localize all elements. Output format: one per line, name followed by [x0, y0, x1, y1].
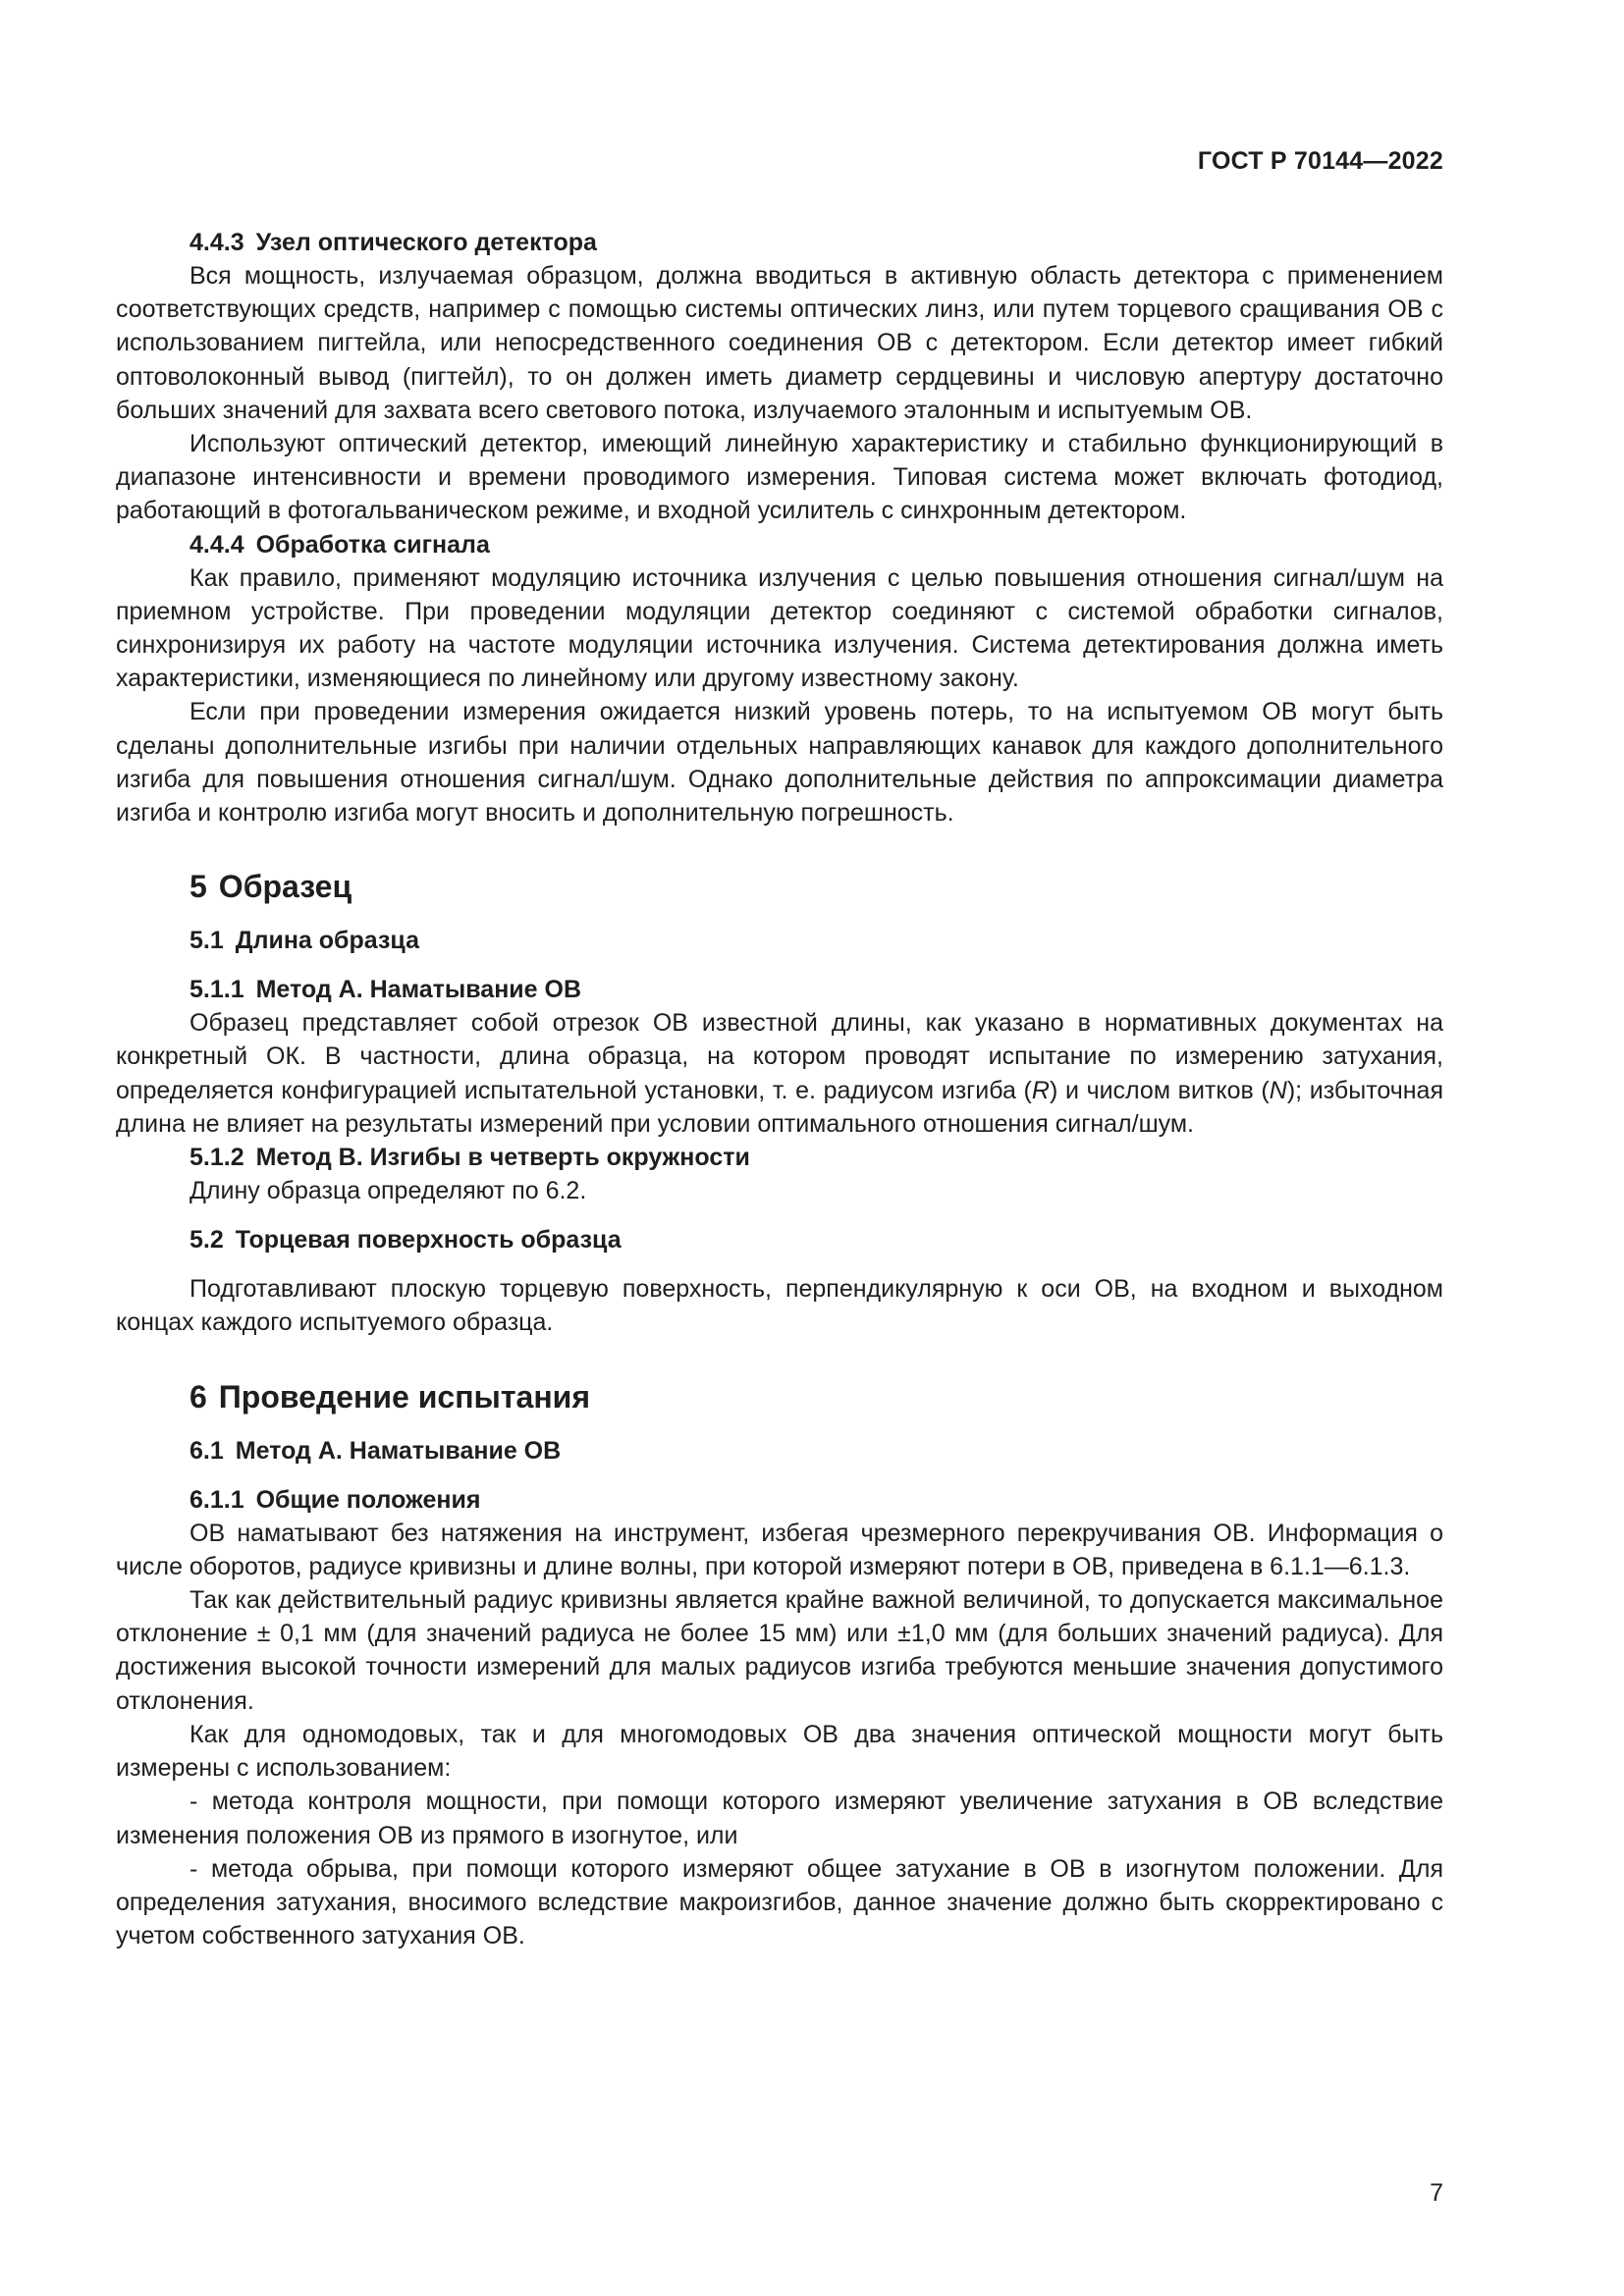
document-code: ГОСТ Р 70144—2022	[1197, 147, 1443, 175]
heading-5-1-2	[116, 1141, 1443, 1174]
heading-5-1	[116, 924, 1443, 957]
section-title: Проведение испытания	[218, 1378, 590, 1415]
section-number: 4.4.4	[189, 530, 244, 559]
heading-5	[116, 867, 1443, 906]
page-content	[116, 226, 1443, 1952]
list-item: - метода обрыва, при помощи которого измеряют общее затухание в ОВ в изогнутом положении. Для определения затухания, вносимого вследствие макроизгибов, данное значение должно быть скорректировано с учетом собственного затухания ОВ.	[116, 1854, 1443, 1950]
list-item: - метода контроля мощности, при помощи которого измеряют увеличение затухания в ОВ вследствие изменения положения ОВ из прямого в изогнутое, или	[116, 1788, 1443, 1849]
section-title: Длина образца	[235, 927, 419, 955]
section-title: Метод В. Изгибы в четверть окружности	[255, 1144, 750, 1172]
section-title: Торцевая поверхность образца	[235, 1226, 622, 1255]
paragraph: Подготавливают плоскую торцевую поверхность, перпендикулярную к оси ОВ, на входном и выходном концах каждого испытуемого образца.	[116, 1275, 1443, 1337]
section-number: 5.1.2	[189, 1144, 244, 1172]
section-title: Образец	[218, 869, 352, 905]
paragraph: Так как действительный радиус кривизны является крайне важной величиной, то допускается максимальное отклонение ± 0,1 мм (для значений радиуса не более 15 мм) или ±1,0 мм (для больших значений радиуса). Для достижения высокой точности измерений для малых радиусов изгиба требуются меньшие значения допустимого отклонения.	[116, 1586, 1443, 1715]
heading-5-1-1	[116, 973, 1443, 1006]
paragraph: Длину образца определяют по 6.2.	[189, 1177, 587, 1205]
paragraph: Как правило, применяют модуляцию источника излучения с целью повышения отношения сигнал/шум на приемном устройстве. При проведении модуляции детектор соединяют с системой обработки сигналов, синхронизируя их работу на частоте модуляции источника излучения. Система детектирования должна иметь характеристики, изменяющиеся по линейному или другому известному закону.	[116, 563, 1443, 693]
section-title: Узел оптического детектора	[255, 229, 597, 256]
section-number: 5.1	[189, 927, 224, 955]
section-number: 5	[189, 869, 207, 905]
section-number: 6	[189, 1378, 207, 1415]
heading-4-4-4	[116, 528, 1443, 561]
paragraph: Как для одномодовых, так и для многомодовых ОВ два значения оптической мощности могут быть измерены с использованием:	[116, 1720, 1443, 1783]
heading-4-4-3	[116, 226, 1443, 259]
paragraph: Используют оптический детектор, имеющий линейную характеристику и стабильно функционирующий в диапазоне интенсивности и времени проводимого измерения. Типовая система может включать фотодиод, работающий в фотогальваническом режиме, и входной усилитель с синхронным детектором.	[116, 430, 1443, 525]
heading-5-2	[116, 1223, 1443, 1256]
section-title: Обработка сигнала	[255, 530, 490, 559]
radius-symbol: R	[1031, 1076, 1050, 1104]
section-number: 6.1	[189, 1436, 224, 1465]
paragraph: Если при проведении измерения ожидается низкий уровень потерь, то на испытуемом ОВ могут быть сделаны дополнительные изгибы при наличии отдельных направляющих канавок для каждого дополнительного изгиба для повышения отношения сигнал/шум. Однако дополнительные действия по аппроксимации диаметра изгиба и контролю изгиба могут вносить и дополнительную погрешность.	[116, 698, 1443, 828]
heading-6-1-1	[116, 1483, 1443, 1517]
paragraph: Вся мощность, излучаемая образцом, должна вводиться в активную область детектора с применением соответствующих средств, например с помощью системы оптических линз, или путем торцевого сращивания ОВ с использованием пигтейла, или непосредственного соединения ОВ с детектором. Если детектор имеет гибкий оптоволоконный вывод (пигтейл), то он должен иметь диаметр сердцевины и числовую апертуру достаточно больших значений для захвата всего светового потока, излучаемого эталонным и испытуемым ОВ.	[116, 262, 1443, 424]
section-title: Общие положения	[255, 1485, 481, 1514]
section-number: 5.2	[189, 1226, 224, 1255]
section-title: Метод А. Наматывание ОВ	[235, 1436, 562, 1465]
section-title: Метод А. Наматывание ОВ	[255, 976, 582, 1004]
section-number: 4.4.3	[189, 229, 244, 256]
paragraph: Образец представляет собой отрезок ОВ известной длины, как указано в нормативных документах на конкретный ОК. В частности, длина образца, на котором проводят испытание по измерению затухания, определяется конфигурацией испытательной установки, т. е. радиусом изгиба (R) и числом витков (N); избыточная длина не влияет на результаты измерений при условии оптимального отношения сигнал/шум.	[116, 1009, 1443, 1138]
page-number: 7	[1430, 2179, 1443, 2207]
heading-6-1	[116, 1434, 1443, 1468]
section-number: 5.1.1	[189, 976, 244, 1004]
heading-6	[116, 1377, 1443, 1416]
section-number: 6.1.1	[189, 1485, 244, 1514]
turns-symbol: N	[1269, 1076, 1287, 1104]
paragraph: ОВ наматывают без натяжения на инструмент, избегая чрезмерного перекручивания ОВ. Информация о числе оборотов, радиусе кривизны и длине волны, при которой измеряют потери в ОВ, приведена в 6.1.1—6.1.3.	[116, 1519, 1443, 1580]
